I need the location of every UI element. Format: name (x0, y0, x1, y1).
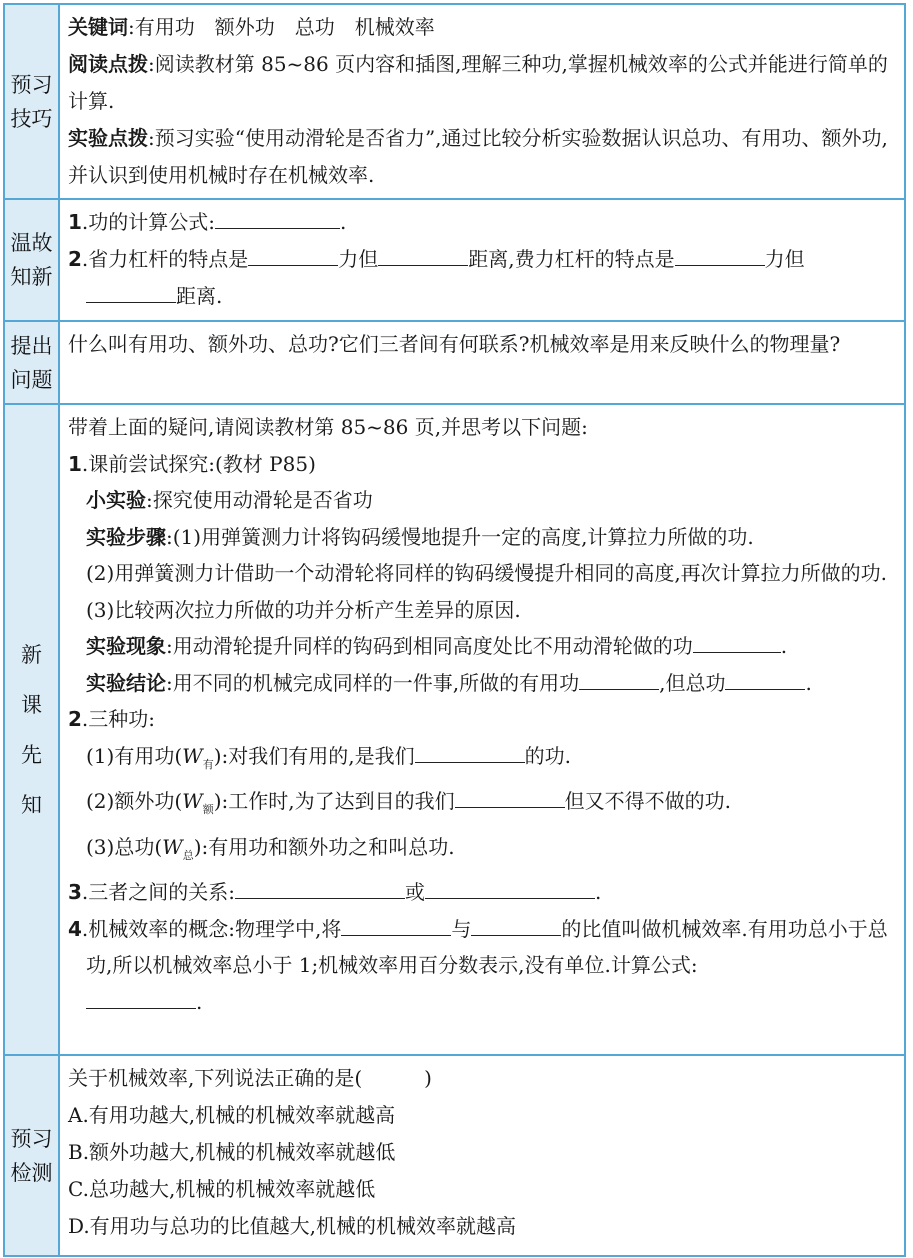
experiment-conclusion-end: . (805, 670, 812, 695)
extra-work-b: ):工作时,为了达到目的我们 (213, 789, 455, 813)
reading-tip (68, 46, 896, 120)
test-question-end: ) (424, 1066, 432, 1090)
keywords-heading: 关键词 (68, 15, 128, 39)
blank-total-work[interactable] (725, 665, 805, 690)
extra-work-sub: 额 (202, 803, 214, 816)
lesson-s3-or: 或 (405, 880, 426, 904)
extra-work-item (68, 783, 896, 829)
blank-extra-definition[interactable] (455, 783, 565, 808)
review-q2-text-d: 力但 (764, 247, 805, 271)
reading-tip-heading: 阅读点拨 (68, 52, 148, 76)
review-q1 (68, 204, 896, 241)
experiment-tip-text: :预习实验“使用动滑轮是否省力”,通过比较分析实验数据认识总功、有用功、额外功,并认识到使用机械时存在机械效率. (68, 126, 888, 187)
extra-work-symbol: W (182, 789, 203, 813)
lesson-s4-end: . (196, 989, 203, 1014)
experiment-conclusion-mid: ,但总功 (659, 670, 726, 695)
lesson-intro: 带着上面的疑问,请阅读教材第 85~86 页,并思考以下问题: (68, 415, 588, 439)
blank-phenomenon[interactable] (693, 628, 781, 653)
row-preview-test (5, 1056, 904, 1255)
lesson-s3-text: .三者之间的关系: (81, 880, 236, 904)
lesson-s2-number: 2 (68, 707, 82, 731)
blank-useful-work[interactable] (579, 665, 659, 690)
label-preview-test-text: 预习 检测 (10, 1126, 53, 1185)
total-work-sub: 总 (182, 848, 194, 862)
review-q2-text-e: 距离. (176, 284, 223, 308)
label-review (5, 200, 60, 320)
review-q1-text: .功的计算公式: (81, 210, 216, 234)
lesson-s4-rest: 的比值叫做机械效率.有用功总小于总功,所以机械效率总小于 1;机械效率用百分数表示,没有单位.计算公式: (86, 916, 888, 977)
small-experiment-heading: 小实验 (86, 488, 146, 512)
blank-lever-1[interactable] (248, 241, 338, 266)
lesson-s4 (68, 911, 896, 1021)
small-experiment-text: :探究使用动滑轮是否省功 (146, 488, 373, 512)
label-preview-tips-text: 预习 技巧 (10, 72, 53, 131)
keywords-line (68, 9, 896, 46)
lesson-s2-text: .三种功: (81, 707, 156, 731)
review-content (60, 200, 904, 320)
option-a: A.有用功越大,机械的机械效率就越高 (68, 1103, 396, 1127)
review-q2-text-b: 力但 (338, 247, 379, 271)
lesson-s1 (68, 446, 896, 483)
review-q2-number: 2 (68, 247, 82, 271)
experiment-phenomenon-end: . (780, 634, 788, 658)
extra-work-a: (2)额外功( (86, 789, 183, 813)
experiment-phenomenon-heading: 实验现象 (86, 634, 166, 658)
preview-test-content (60, 1056, 904, 1255)
lesson-s1-number: 1 (68, 451, 82, 476)
lesson-s4-and: 与 (451, 916, 472, 941)
new-lesson-content (60, 405, 904, 1054)
reading-tip-text: :阅读教材第 85~86 页内容和插图,理解三种功,掌握机械效率的公式并能进行简单的计算. (68, 52, 888, 113)
total-work-b: ):有用功和额外功之和叫总功. (193, 834, 455, 859)
total-work-item (68, 829, 896, 875)
experiment-step-2: (2)用弹簧测力计借助一个动滑轮将同样的钩码缓慢提升相同的高度,再次计算拉力所做的功. (86, 561, 888, 585)
experiment-tip (68, 120, 896, 194)
lesson-s1-text: .课前尝试探究:(教材 P85) (81, 451, 316, 476)
blank-efficiency-2[interactable] (471, 911, 561, 936)
option-b: B.额外功越大,机械的机械效率就越低 (68, 1140, 396, 1164)
experiment-conclusion-text: :用不同的机械完成同样的一件事,所做的有用功 (166, 670, 580, 695)
useful-work-symbol: W (182, 743, 203, 768)
useful-work-b: ):对我们有用的,是我们 (213, 743, 415, 768)
experiment-tip-heading: 实验点拨 (68, 126, 148, 150)
row-preview-tips (5, 5, 904, 200)
total-work-a: (3)总功( (86, 834, 163, 859)
small-experiment (68, 482, 896, 519)
experiment-phenomenon-text: :用动滑轮提升同样的钩码到相同高度处比不用动滑轮做的功 (166, 634, 693, 658)
experiment-steps-heading: 实验步骤 (86, 524, 166, 549)
lesson-s3-number: 3 (68, 880, 82, 904)
blank-efficiency-formula[interactable] (86, 984, 196, 1009)
question-content (60, 322, 904, 403)
experiment-conclusion-heading: 实验结论 (86, 670, 166, 695)
option-c: C.总功越大,机械的机械效率就越低 (68, 1177, 376, 1201)
lesson-s3 (68, 874, 896, 911)
blank-lever-4[interactable] (86, 278, 176, 303)
blank-lever-3[interactable] (675, 241, 765, 266)
experiment-steps (68, 519, 896, 556)
blank-useful-definition[interactable] (415, 738, 525, 763)
question-text: 什么叫有用功、额外功、总功?它们三者间有何联系?机械效率是用来反映什么的物理量? (68, 332, 841, 356)
experiment-steps-text: :(1)用弹簧测力计将钩码缓慢地提升一定的高度,计算拉力所做的功. (166, 524, 754, 549)
blank-relation-1[interactable] (235, 874, 405, 899)
label-new-lesson (5, 405, 60, 1054)
option-d: D.有用功与总功的比值越大,机械的机械效率就越高 (68, 1214, 517, 1238)
experiment-phenomenon (68, 628, 896, 665)
row-new-lesson (5, 405, 904, 1056)
extra-work-c: 但又不得不做的功. (564, 789, 731, 813)
worksheet-table (3, 3, 906, 1257)
review-q2-text-c: 距离,费力杠杆的特点是 (468, 247, 675, 271)
label-question (5, 322, 60, 403)
experiment-conclusion (68, 665, 896, 702)
blank-efficiency-1[interactable] (341, 911, 451, 936)
preview-tips-content (60, 5, 904, 198)
review-q1-end: . (340, 210, 347, 234)
review-q1-number: 1 (68, 210, 82, 234)
useful-work-item (68, 738, 896, 784)
useful-work-c: 的功. (524, 743, 571, 768)
blank-lever-2[interactable] (378, 241, 468, 266)
test-question (68, 1060, 896, 1097)
blank-work-formula[interactable] (215, 204, 340, 229)
review-q2 (68, 241, 896, 315)
label-question-text: 提出 问题 (10, 333, 53, 392)
lesson-s4-text: .机械效率的概念:物理学中,将 (81, 916, 342, 941)
row-review (5, 200, 904, 322)
lesson-s4-number: 4 (68, 916, 82, 941)
row-question (5, 322, 904, 405)
label-preview-tips (5, 5, 60, 198)
useful-work-a: (1)有用功( (86, 743, 183, 768)
label-review-text: 温故 知新 (10, 231, 53, 289)
label-preview-test (5, 1056, 60, 1255)
experiment-step-3: (3)比较两次拉力所做的功并分析产生差异的原因. (86, 597, 521, 622)
test-question-text: 关于机械效率,下列说法正确的是( (68, 1066, 363, 1090)
useful-work-sub: 有 (202, 757, 214, 771)
keywords-text: :有用功 额外功 总功 机械效率 (128, 15, 435, 39)
total-work-symbol: W (162, 834, 183, 859)
label-new-lesson-text: 新 课 先 知 (21, 642, 42, 817)
blank-relation-2[interactable] (425, 874, 595, 899)
lesson-s3-end: . (595, 880, 602, 904)
lesson-s2 (68, 701, 896, 738)
review-q2-text-a: .省力杠杆的特点是 (81, 247, 249, 271)
